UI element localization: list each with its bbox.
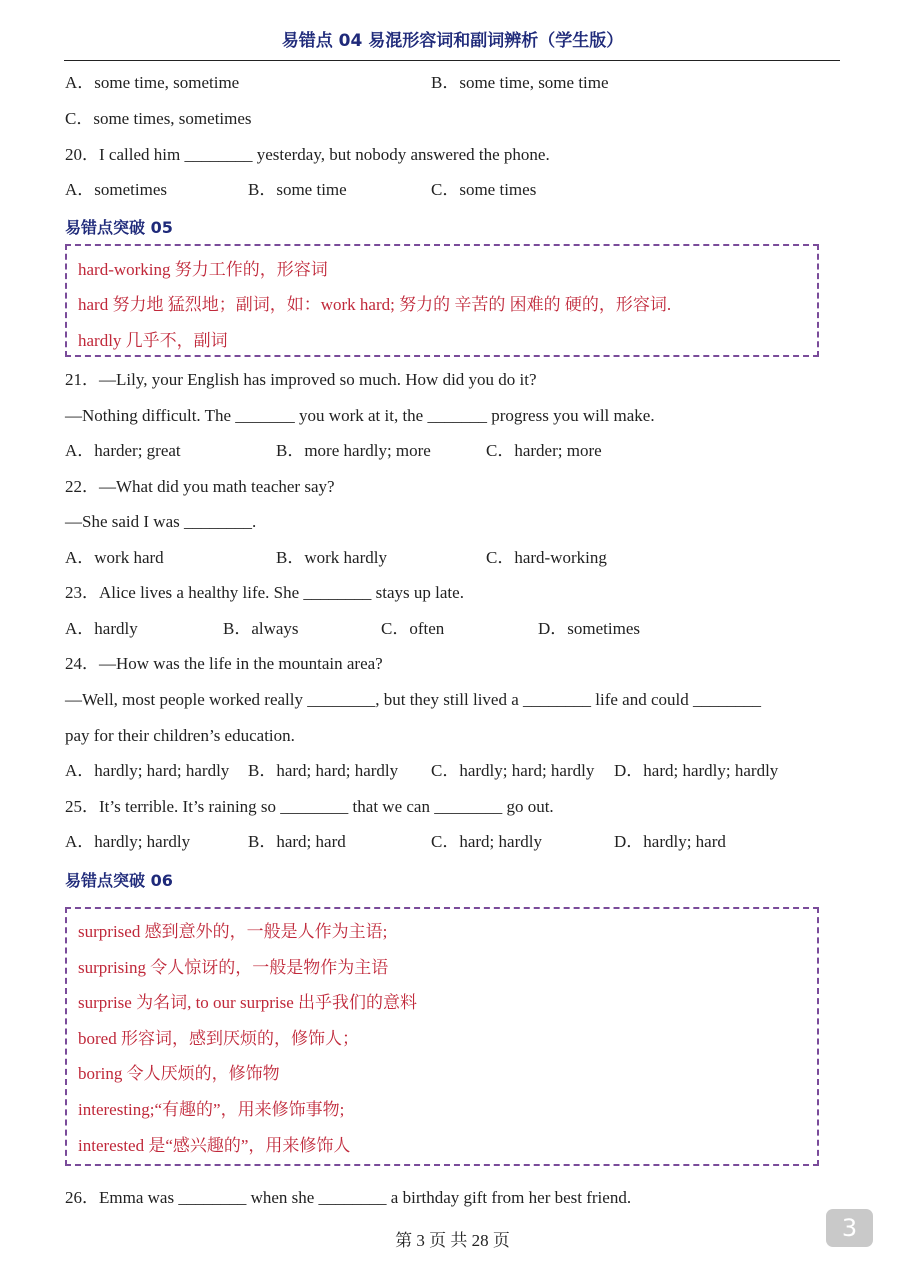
q23-option-a: A．hardly: [65, 619, 138, 638]
q21-option-b: B．more hardly; more: [276, 441, 431, 460]
section-05-title: 易错点突破 05: [65, 218, 173, 237]
q26-stem: 26．Emma was ________ when she ________ a birthday gift from her best friend.: [65, 1188, 632, 1207]
page-number-badge[interactable]: 3: [826, 1209, 873, 1247]
q21-reply: —Nothing difficult. The _______ you work at it, the _______ progress you will make.: [65, 406, 655, 425]
q21-option-c: C．harder; more: [486, 441, 602, 460]
q22-option-c: C．hard-working: [486, 548, 607, 567]
q23-stem: 23．Alice lives a healthy life. She ________ stays up late.: [65, 583, 464, 602]
page-footer: 第 3 页 共 28 页: [395, 1231, 510, 1250]
q24-option-b: B．hard; hard; hardly: [248, 761, 399, 780]
section-06-note: bored 形容词，感到厌烦的，修饰人；: [78, 1029, 359, 1048]
q23-option-d: D．sometimes: [538, 619, 640, 638]
q24-option-c: C．hardly; hard; hardly: [431, 761, 595, 780]
q22-option-a: A．work hard: [65, 548, 164, 567]
q20-stem: 20．I called him ________ yesterday, but nobody answered the phone.: [65, 145, 550, 164]
q23-option-b: B．always: [223, 619, 299, 638]
q21-option-a: A．harder; great: [65, 441, 181, 460]
q19-option-b: B．some time, some time: [431, 73, 609, 92]
q19-option-c: C．some times, sometimes: [65, 109, 252, 128]
q24-reply-line1: —Well, most people worked really ________, but they still lived a ________ life and could ________: [65, 690, 761, 709]
q24-option-a: A．hardly; hard; hardly: [65, 761, 230, 780]
section-06-note: surprise 为名词, to our surprise 出乎我们的意料: [78, 993, 418, 1012]
section-06-title: 易错点突破 06: [65, 871, 173, 890]
section-06-note: interesting;“有趣的”，用来修饰事物;: [78, 1100, 345, 1119]
q20-option-c: C．some times: [431, 180, 537, 199]
section-06-note: interested 是“感兴趣的”，用来修饰人: [78, 1136, 351, 1155]
q20-option-a: A．sometimes: [65, 180, 167, 199]
page-header-title: 易错点 04 易混形容词和副词辨析（学生版）: [281, 31, 624, 51]
q19-option-a: A．some time, sometime: [65, 73, 240, 92]
q25-option-b: B．hard; hard: [248, 832, 346, 851]
q21-stem: 21．—Lily, your English has improved so much. How did you do it?: [65, 370, 537, 389]
q22-reply: —She said I was ________.: [65, 512, 257, 531]
q23-option-c: C．often: [381, 619, 445, 638]
section-05-note: hard-working 努力工作的，形容词: [78, 260, 328, 279]
q25-option-c: C．hard; hardly: [431, 832, 542, 851]
section-06-note: surprised 感到意外的，一般是人作为主语;: [78, 922, 388, 941]
section-05-note: hard 努力地 猛烈地；副词，如：work hard; 努力的 辛苦的 困难的 硬的，形容词.: [78, 295, 672, 314]
q22-option-b: B．work hardly: [276, 548, 387, 567]
q25-option-a: A．hardly; hardly: [65, 832, 191, 851]
q24-reply-line2: pay for their children’s education.: [65, 726, 295, 745]
section-06-note: boring 令人厌烦的，修饰物: [78, 1064, 280, 1083]
section-05-note: hardly 几乎不，副词: [78, 331, 228, 350]
q25-stem: 25．It’s terrible. It’s raining so ________ that we can ________ go out.: [65, 797, 554, 816]
header-rule: [64, 60, 840, 61]
q24-option-d: D．hard; hardly; hardly: [614, 761, 779, 780]
q25-option-d: D．hardly; hard: [614, 832, 726, 851]
q24-stem: 24．—How was the life in the mountain area?: [65, 654, 383, 673]
q22-stem: 22．—What did you math teacher say?: [65, 477, 335, 496]
section-06-note: surprising 令人惊讶的，一般是物作为主语: [78, 958, 389, 977]
q20-option-b: B．some time: [248, 180, 347, 199]
